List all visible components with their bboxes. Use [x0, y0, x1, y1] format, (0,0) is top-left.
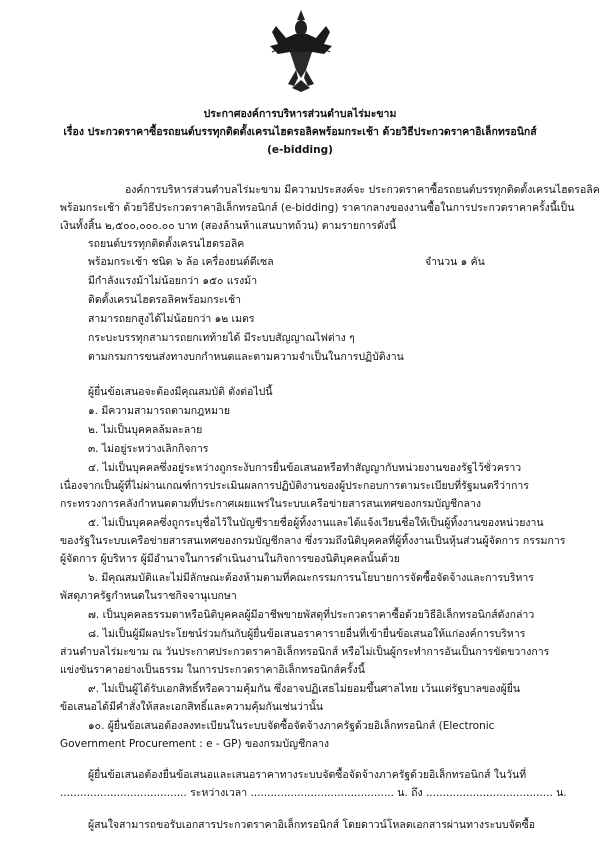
qualification-item: ๓. ไม่อยู่ระหว่างเลิกกิจการ — [88, 443, 209, 455]
item-name-line-1: รถยนต์บรรทุกติดตั้งเครนไฮดรอลิค — [88, 238, 245, 250]
qualification-item: กระทรวงการคลังกำหนดตามที่ประกาศเผยแพร่ในระบบเครือข่ายสารสนเทศของกรมบัญชีกลาง — [60, 498, 481, 510]
item-spec: สามารถยกสูงได้ไม่น้อยกว่า ๑๒ เมตร — [88, 313, 255, 325]
qualification-item: ๑๐. ผู้ยื่นข้อเสนอต้องลงทะเบียนในระบบจัดซื้อจัดจ้างภาครัฐด้วยอิเล็กทรอนิกส์ (Electronic — [88, 720, 495, 732]
qualification-item: ข้อเสนอได้มีคำสั่งให้สละเอกสิทธิ์และความคุ้มกันเช่นว่านั้น — [60, 701, 324, 713]
item-quantity: จำนวน ๑ คัน — [425, 256, 485, 268]
qualification-item: ๕. ไม่เป็นบุคคลซึ่งถูกระบุชื่อไว้ในบัญชีรายชื่อผู้ทิ้งงานและได้แจ้งเวียนชื่อให้เป็นผู้ทิ้งงานของหน่วยงาน — [88, 517, 544, 529]
qualification-item: ส่วนตำบลไร่มะขาม ณ วันประกาศประกวดราคาอิเล็กทรอนิกส์ หรือไม่เป็นผู้กระทำการอันเป็นการขัดขวางการ — [60, 646, 550, 658]
org-title: ประกาศองค์การบริหารส่วนตำบลไร่มะขาม — [203, 108, 397, 120]
qualification-item: เนื่องจากเป็นผู้ที่ไม่ผ่านเกณฑ์การประเมินผลการปฏิบัติงานของผู้ประกอบการตามระเบียบที่รัฐมนตรีว่าการ — [60, 480, 529, 492]
qualification-item: แข่งขันราคาอย่างเป็นธรรม ในการประกวดราคาอิเล็กทรอนิกส์ครั้งนี้ — [60, 664, 365, 676]
qualification-item: ๔. ไม่เป็นบุคคลซึ่งอยู่ระหว่างถูกระงับการยื่นข้อเสนอหรือทำสัญญากับหน่วยงานของรัฐไว้ชั่วคราว — [88, 462, 522, 474]
intro-line-2: พร้อมกระเช้า ด้วยวิธีประกวดราคาอิเล็กทรอนิกส์ (e-bidding) ราคากลางของงานซื้อในการประกวดราคาครั้งนี้เป็น — [60, 202, 575, 214]
item-spec: ติดตั้งเครนไฮดรอลิคพร้อมกระเช้า — [88, 294, 241, 306]
qualification-item: ๒. ไม่เป็นบุคคลล้มละลาย — [88, 424, 203, 436]
garuda-emblem-icon — [268, 8, 334, 94]
qualifications-heading: ผู้ยื่นข้อเสนอจะต้องมีคุณสมบัติ ดังต่อไปนี้ — [88, 386, 273, 398]
qualification-item: ของรัฐในระบบเครือข่ายสารสนเทศของกรมบัญชีกลาง ซึ่งรวมถึงนิติบุคคลที่ผู้ทิ้งงานเป็นหุ้นส่วนผู้จัดการ กรรมการ — [60, 535, 566, 547]
item-spec: มีกำลังแรงม้าไม่น้อยกว่า ๑๕๐ แรงม้า — [88, 275, 258, 287]
intro-line-1: องค์การบริหารส่วนตำบลไร่มะขาม มีความประสงค์จะ ประกวดราคาซื้อรถยนต์บรรทุกติดตั้งเครนไฮดรอลิค — [125, 184, 600, 196]
qualification-item: พัสดุภาครัฐกำหนดในราชกิจจานุเบกษา — [60, 590, 237, 602]
qualification-item: ๖. มีคุณสมบัติและไม่มีลักษณะต้องห้ามตามที่คณะกรรมการนโยบายการจัดซื้อจัดจ้างและการบริหาร — [88, 572, 534, 584]
item-name-line-2: พร้อมกระเช้า ชนิด ๖ ล้อ เครื่องยนต์ดีเซล — [88, 256, 274, 268]
qualification-item: Government Procurement : e - GP) ของกรมบัญชีกลาง — [60, 738, 330, 750]
qualification-item: ๙. ไม่เป็นผู้ได้รับเอกสิทธิ์หรือความคุ้มกัน ซึ่งอาจปฏิเสธไม่ยอมขึ้นศาลไทย เว้นแต่รัฐบาลของผู้ยื่น — [88, 683, 521, 695]
item-spec: กระบะบรรทุกสามารถยกเทท้ายได้ มีระบบสัญญาณไฟต่าง ๆ — [88, 332, 355, 344]
qualification-item: ๘. ไม่เป็นผู้มีผลประโยชน์ร่วมกันกับผู้ยื่นข้อเสนอราคารายอื่นที่เข้ายื่นข้อเสนอให้แก่องค์การบริหาร — [88, 628, 526, 640]
submission-line-1: ผู้ยื่นข้อเสนอต้องยื่นข้อเสนอและเสนอราคาทางระบบจัดซื้อจัดจ้างภาครัฐด้วยอิเล็กทรอนิกส์ ในวันที่ — [88, 769, 527, 781]
qualification-item: ๗. เป็นบุคคลธรรมดาหรือนิติบุคคลผู้มีอาชีพขายพัสดุที่ประกวดราคาซื้อด้วยวิธีอิเล็กทรอนิกส์ดังกล่าว — [88, 609, 535, 621]
qualification-item: ผู้จัดการ ผู้บริหาร ผู้มีอำนาจในการดำเนินงานในกิจการของนิติบุคคลนั้นด้วย — [60, 553, 400, 565]
subject-line: เรื่อง ประกวดราคาซื้อรถยนต์บรรทุกติดตั้งเครนไฮดรอลิคพร้อมกระเช้า ด้วยวิธีประกวดราคาอิเล็กทรอนิกส์ — [63, 126, 537, 138]
item-spec: ตามกรมการขนส่งทางบกกำหนดและตามความจำเป็นในการปฏิบัติงาน — [88, 351, 404, 363]
intro-line-3: เงินทั้งสิ้น ๒,๕๐๐,๐๐๐.๐๐ บาท (สองล้านห้าแสนบาทถ้วน) ตามรายการดังนี้ — [60, 220, 397, 232]
qualification-item: ๑. มีความสามารถตามกฎหมาย — [88, 405, 231, 417]
method-line: (e-bidding) — [267, 144, 333, 156]
submission-line-2: ...................................... ระหว่างเวลา ........................................... น. ถึง ...................................... น. — [60, 787, 567, 799]
interest-line-1: ผู้สนใจสามารถขอรับเอกสารประกวดราคาอิเล็กทรอนิกส์ โดยดาวน์โหลดเอกสารผ่านทางระบบจัดซื้อ — [88, 819, 536, 831]
